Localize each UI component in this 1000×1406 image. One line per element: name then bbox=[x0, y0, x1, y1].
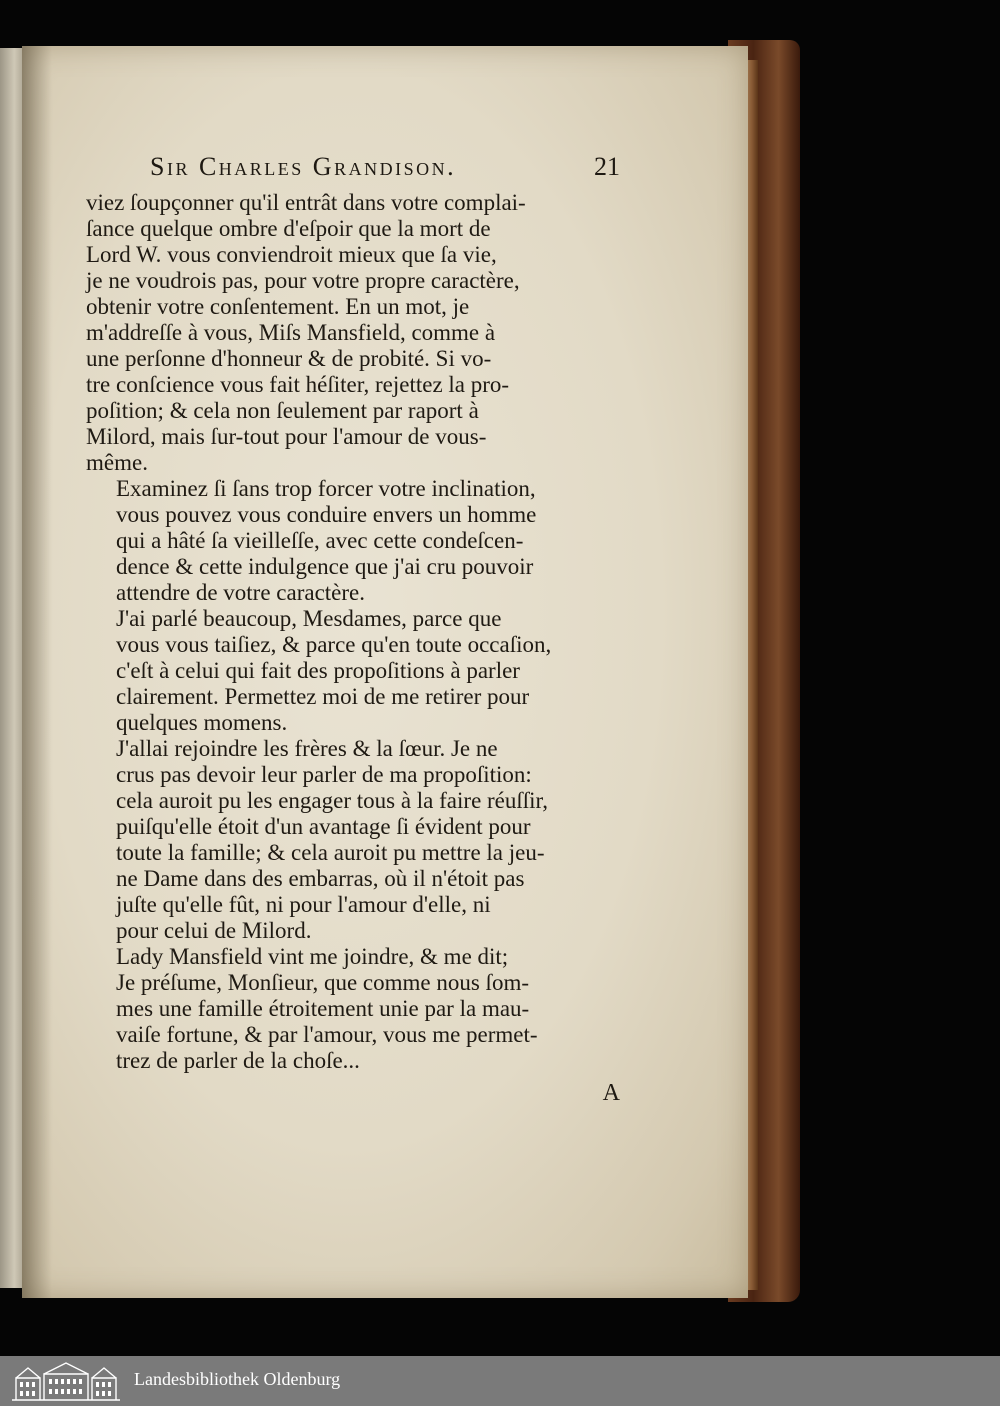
body-text bbox=[86, 190, 618, 1074]
text-line: toute la famille; & cela auroit pu mettre la jeu- bbox=[116, 840, 545, 865]
text-line: clairement. Permettez moi de me retirer pour bbox=[116, 684, 530, 709]
library-name: Landesbibliothek Oldenburg bbox=[134, 1369, 341, 1389]
text-line: une perſonne d'honneur & de probité. Si vo- bbox=[86, 346, 492, 371]
text-line: attendre de votre caractère. bbox=[116, 580, 365, 605]
paragraph bbox=[86, 736, 618, 944]
text-line: qui a hâté ſa vieilleſſe, avec cette condeſcen- bbox=[116, 528, 524, 553]
text-line: viez ſoupçonner qu'il entrât dans votre complai- bbox=[86, 190, 526, 215]
text-line: dence & cette indulgence que j'ai cru pouvoir bbox=[116, 554, 534, 579]
text-line: Milord, mais ſur-tout pour l'amour de vous- bbox=[86, 424, 487, 449]
text-line: vaiſe fortune, & par l'amour, vous me permet- bbox=[116, 1022, 538, 1047]
paragraph bbox=[86, 190, 618, 476]
text-line: même. bbox=[86, 450, 148, 475]
text-line: J'allai rejoindre les frères & la ſœur. Je ne bbox=[116, 736, 498, 761]
text-line: ſance quelque ombre d'eſpoir que la mort de bbox=[86, 216, 491, 241]
text-line: crus pas devoir leur parler de ma propoſition: bbox=[116, 762, 532, 787]
text-line: cela auroit pu les engager tous à la faire réuſſir, bbox=[116, 788, 549, 813]
text-line: J'ai parlé beaucoup, Mesdames, parce que bbox=[116, 606, 502, 631]
text-line: Lord W. vous conviendroit mieux que ſa vie, bbox=[86, 242, 497, 267]
text-line: m'addreſſe à vous, Miſs Mansfield, comme à bbox=[86, 320, 496, 345]
library-building-icon bbox=[10, 1360, 122, 1402]
text-line: vous vous taiſiez, & parce qu'en toute occaſion, bbox=[116, 632, 552, 657]
text-line: poſition; & cela non ſeulement par raport à bbox=[86, 398, 479, 423]
page-gutter-shadow bbox=[22, 46, 52, 1298]
page-number: 21 bbox=[594, 152, 620, 181]
text-line: mes une famille étroitement unie par la mau- bbox=[116, 996, 530, 1021]
text-line: Je préſume, Monſieur, que comme nous ſom- bbox=[116, 970, 529, 995]
text-line: c'eſt à celui qui fait des propoſitions à parler bbox=[116, 658, 520, 683]
text-line: Lady Mansfield vint me joindre, & me dit; bbox=[116, 944, 509, 969]
text-line: quelques momens. bbox=[116, 710, 288, 735]
text-line: je ne voudrois pas, pour votre propre caractère, bbox=[86, 268, 520, 293]
text-line: juſte qu'elle fût, ni pour l'amour d'elle, ni bbox=[116, 892, 491, 917]
text-line: tre conſcience vous fait héſiter, rejettez la pro- bbox=[86, 372, 510, 397]
text-line: Examinez ſi ſans trop forcer votre inclination, bbox=[116, 476, 536, 501]
paragraph bbox=[86, 606, 618, 736]
running-head-title: Sir Charles Grandison. bbox=[150, 152, 457, 181]
running-head bbox=[150, 152, 620, 192]
text-line: obtenir votre conſentement. En un mot, je bbox=[86, 294, 470, 319]
catchword: A bbox=[602, 1080, 620, 1106]
paragraph bbox=[86, 476, 618, 606]
text-line: puiſqu'elle étoit d'un avantage ſi évident pour bbox=[116, 814, 531, 839]
text-line: ne Dame dans des embarras, où il n'étoit pas bbox=[116, 866, 525, 891]
paragraph bbox=[86, 944, 618, 1074]
text-line: vous pouvez vous conduire envers un homme bbox=[116, 502, 537, 527]
footer-bar bbox=[0, 1356, 1000, 1406]
text-line: pour celui de Milord. bbox=[116, 918, 312, 943]
text-line: trez de parler de la choſe... bbox=[116, 1048, 360, 1073]
